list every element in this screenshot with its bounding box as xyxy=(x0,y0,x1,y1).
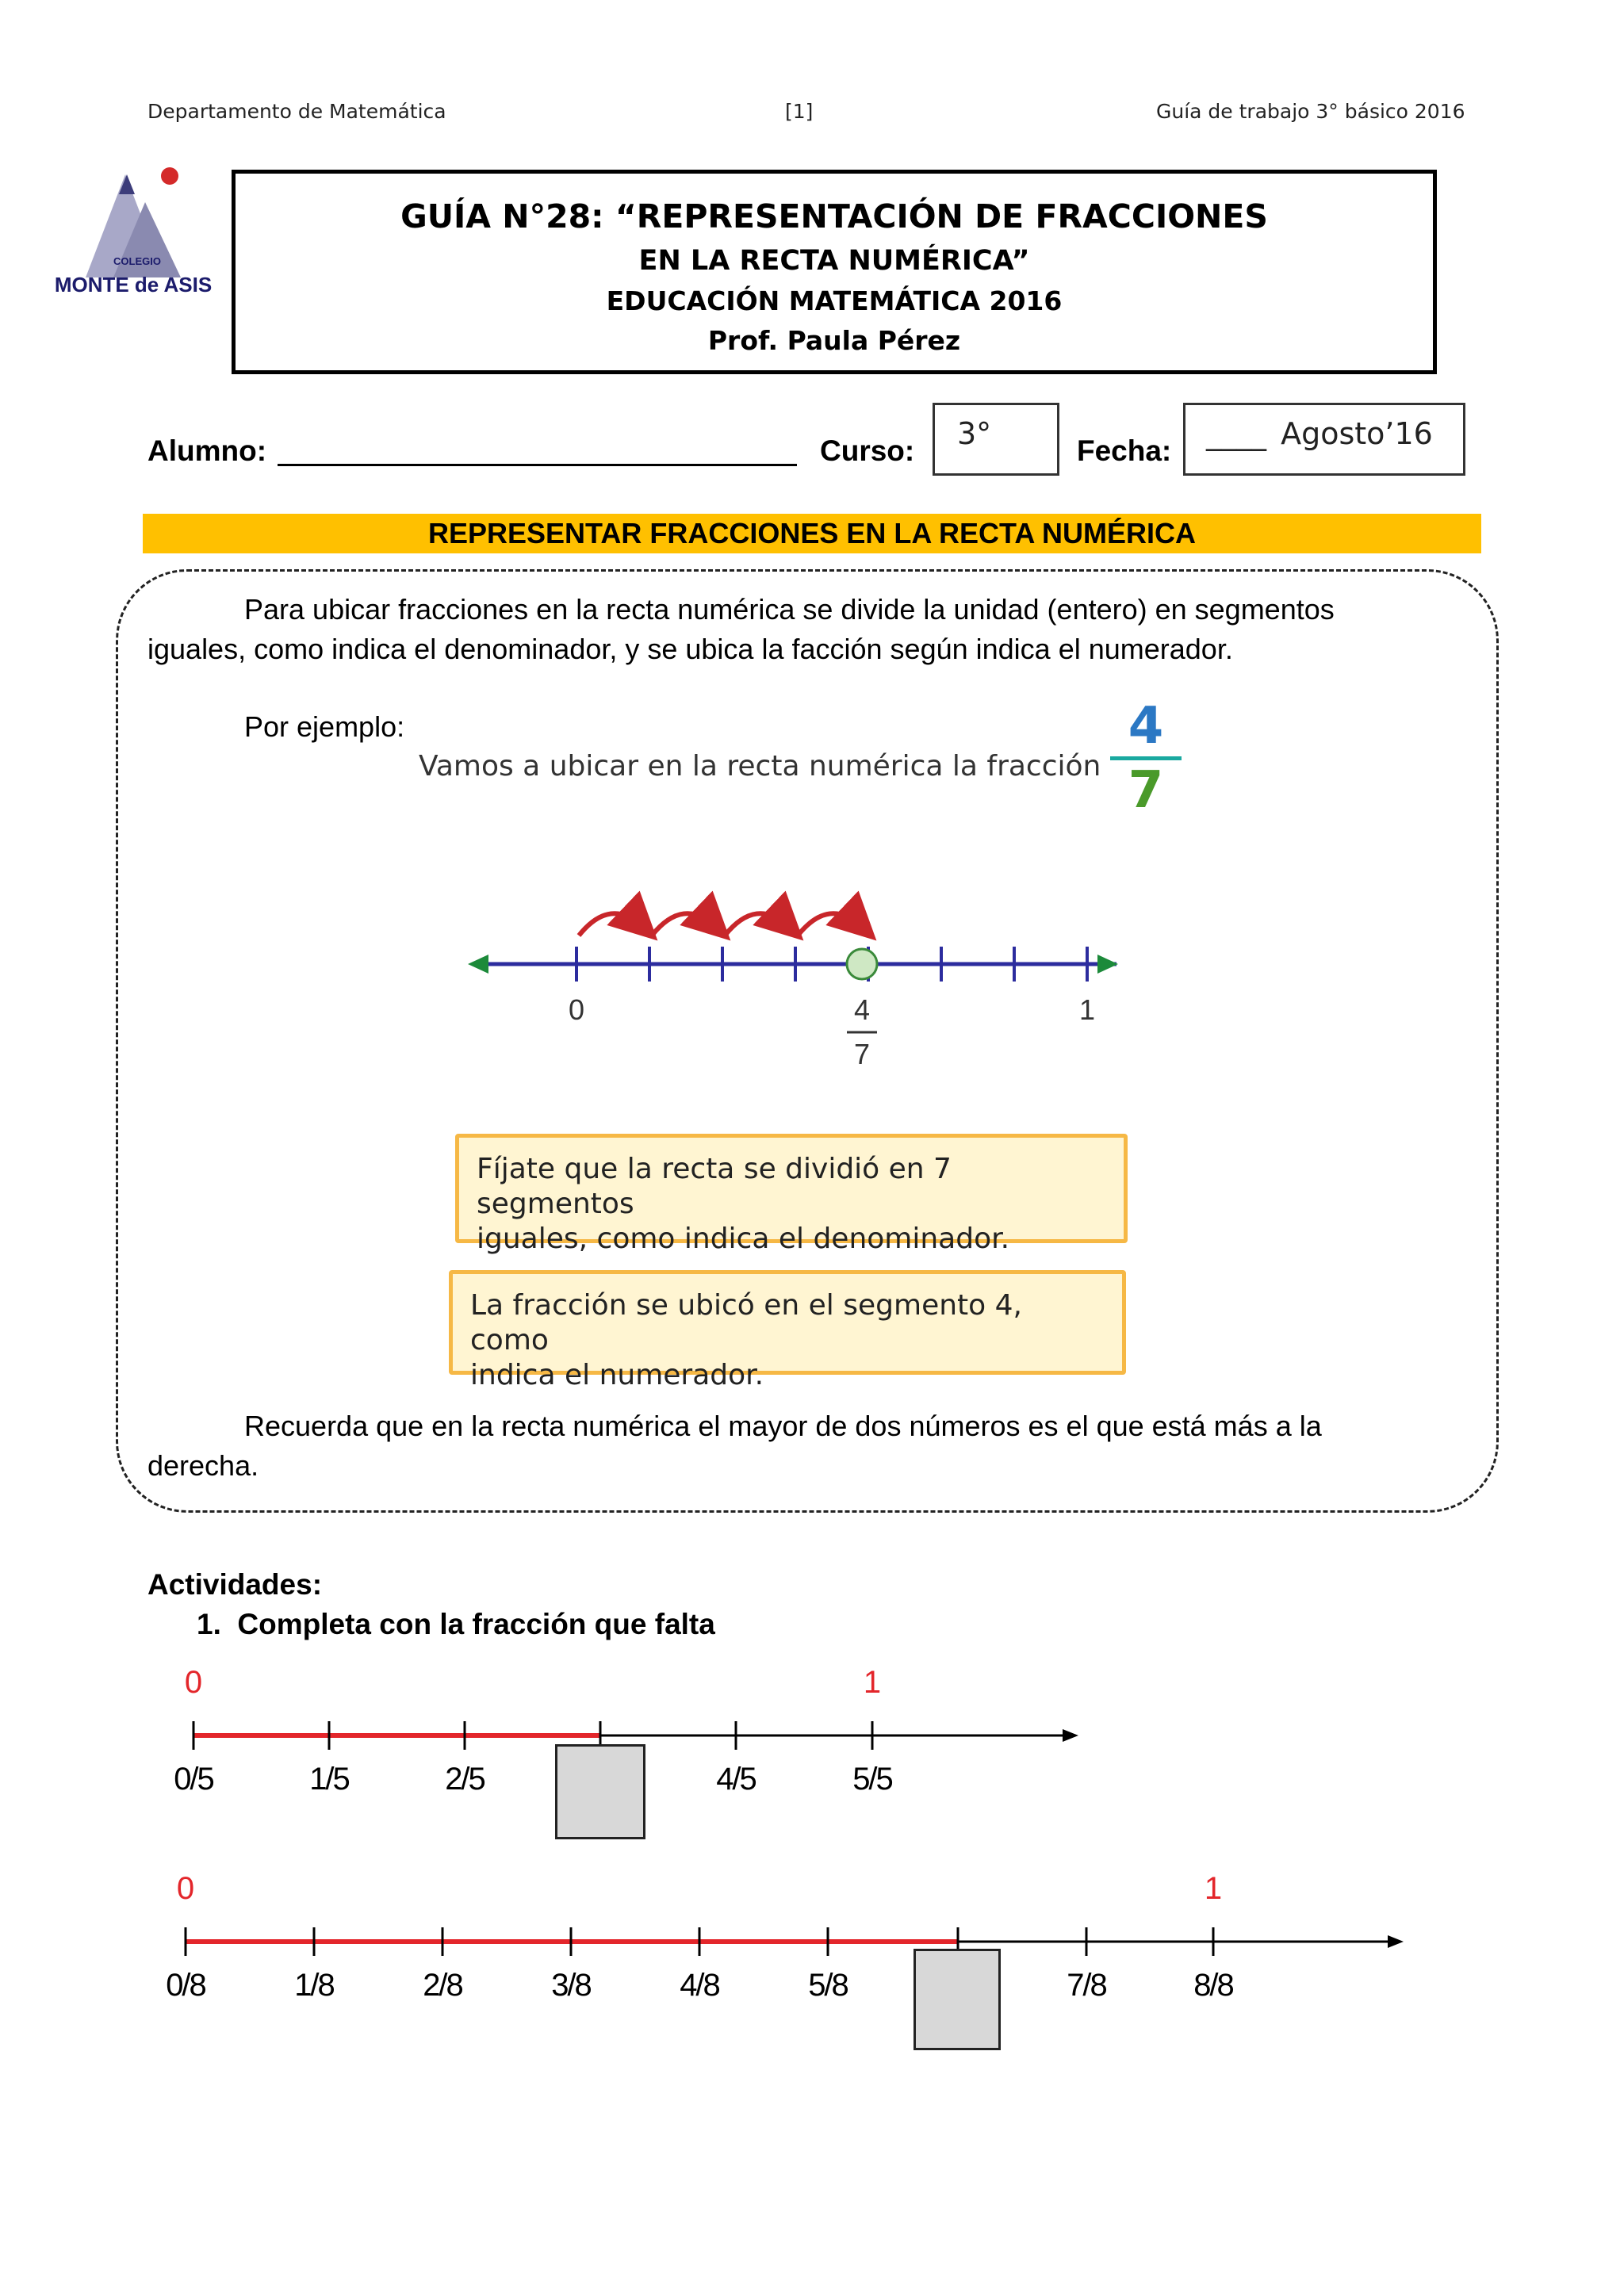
example-heading: Vamos a ubicar en la recta numérica la fracción xyxy=(419,750,1101,783)
curso-value: 3° xyxy=(957,416,992,451)
line2-end-label: 1 xyxy=(1204,1871,1223,1906)
logo-line1: COLEGIO xyxy=(113,255,161,267)
fraction-point xyxy=(847,949,877,979)
explanation-p2-line1: Recuerda que en la recta numérica el mayor de dos números es el que está más a la xyxy=(244,1410,1322,1442)
line1-label-0: 0/5 xyxy=(174,1762,213,1797)
school-logo xyxy=(54,159,213,309)
hop-arrow-2 xyxy=(652,913,717,936)
line2-label-0: 0/8 xyxy=(166,1968,205,2003)
note2-line1: La fracción se ubicó en el segmento 4, como xyxy=(470,1289,1022,1357)
line1-label-4: 4/5 xyxy=(716,1762,756,1797)
activity-number-line-2 xyxy=(151,1867,1435,2057)
example-number-line xyxy=(468,888,1134,1094)
answer-box-1[interactable] xyxy=(555,1744,645,1839)
line1-start-label: 0 xyxy=(184,1665,203,1700)
explanation-p1-line1: Para ubicar fracciones en la recta numérica se divide la unidad (entero) en segmentos xyxy=(244,593,1335,626)
hop-arrow-4 xyxy=(798,913,863,936)
hop-arrow-1 xyxy=(579,913,644,936)
label-frac-num: 4 xyxy=(853,993,871,1026)
fecha-label: Fecha: xyxy=(1077,434,1172,467)
section-banner: REPRESENTAR FRACCIONES EN LA RECTA NUMÉRICA xyxy=(143,514,1481,553)
line2-label-1: 1/8 xyxy=(294,1968,334,2003)
line2-label-7: 7/8 xyxy=(1067,1968,1106,2003)
label-zero: 0 xyxy=(568,993,585,1026)
line2-label-3: 3/8 xyxy=(551,1968,591,2003)
line2-start-label: 0 xyxy=(176,1871,195,1906)
title-box xyxy=(232,170,1437,374)
title-line1: GUÍA N°28: “REPRESENTACIÓN DE FRACCIONES xyxy=(400,197,1268,235)
line2-arrowhead xyxy=(1388,1935,1404,1948)
example-denominator: 7 xyxy=(1128,761,1164,820)
title-line4: Prof. Paula Pérez xyxy=(707,325,961,356)
fecha-value: Agosto’16 xyxy=(1281,416,1433,451)
label-one: 1 xyxy=(1078,993,1096,1026)
alumno-label: Alumno: xyxy=(147,434,267,467)
note1-line2: iguales, como indica el denominador. xyxy=(477,1223,1010,1255)
title-line2: EN LA RECTA NUMÉRICA” xyxy=(638,245,1030,277)
example-numerator: 4 xyxy=(1128,697,1164,756)
note-denominator xyxy=(455,1134,1128,1255)
label-frac-den: 7 xyxy=(853,1038,871,1070)
line2-label-5: 5/8 xyxy=(808,1968,848,2003)
note1-line1: Fíjate que la recta se dividió en 7 segmentos xyxy=(477,1153,952,1220)
title-line3: EDUCACIÓN MATEMÁTICA 2016 xyxy=(606,285,1063,316)
line1-label-2: 2/5 xyxy=(445,1762,485,1797)
line1-label-1: 1/5 xyxy=(309,1762,349,1797)
line2-label-8: 8/8 xyxy=(1193,1968,1233,2003)
fecha-blank: ____ xyxy=(1206,416,1266,451)
note-numerator xyxy=(449,1270,1126,1391)
activities-heading: Actividades: xyxy=(147,1568,323,1601)
header-left: Departamento de Matemática xyxy=(147,100,446,123)
fecha-field[interactable] xyxy=(1183,403,1465,476)
hop-arrow-3 xyxy=(725,913,790,936)
note2-line2: indica el numerador. xyxy=(470,1359,764,1391)
activity-item-1: 1. Completa con la fracción que falta xyxy=(197,1608,715,1640)
line1-end-label: 1 xyxy=(863,1665,882,1700)
line1-arrowhead xyxy=(1063,1729,1078,1742)
header-right: Guía de trabajo 3° básico 2016 xyxy=(1156,100,1465,123)
header-page-number: [1] xyxy=(785,100,814,123)
explanation-p2-line2: derecha. xyxy=(147,1449,259,1482)
curso-field[interactable] xyxy=(933,403,1059,476)
curso-label: Curso: xyxy=(820,434,915,467)
explanation-p1-line2: iguales, como indica el denominador, y se ubica la facción según indica el numerador. xyxy=(147,633,1233,665)
example-label: Por ejemplo: xyxy=(244,710,405,743)
line1-label-5: 5/5 xyxy=(852,1762,892,1797)
answer-box-2[interactable] xyxy=(914,1949,1001,2050)
example-fraction xyxy=(1110,698,1182,832)
left-arrowhead xyxy=(468,955,488,974)
line2-label-4: 4/8 xyxy=(680,1968,719,2003)
example-fraction-bar xyxy=(1110,756,1182,760)
logo-line2: MONTE de ASIS xyxy=(54,273,213,297)
line2-label-2: 2/8 xyxy=(423,1968,462,2003)
alumno-field[interactable] xyxy=(278,464,797,466)
right-arrowhead xyxy=(1097,955,1118,974)
